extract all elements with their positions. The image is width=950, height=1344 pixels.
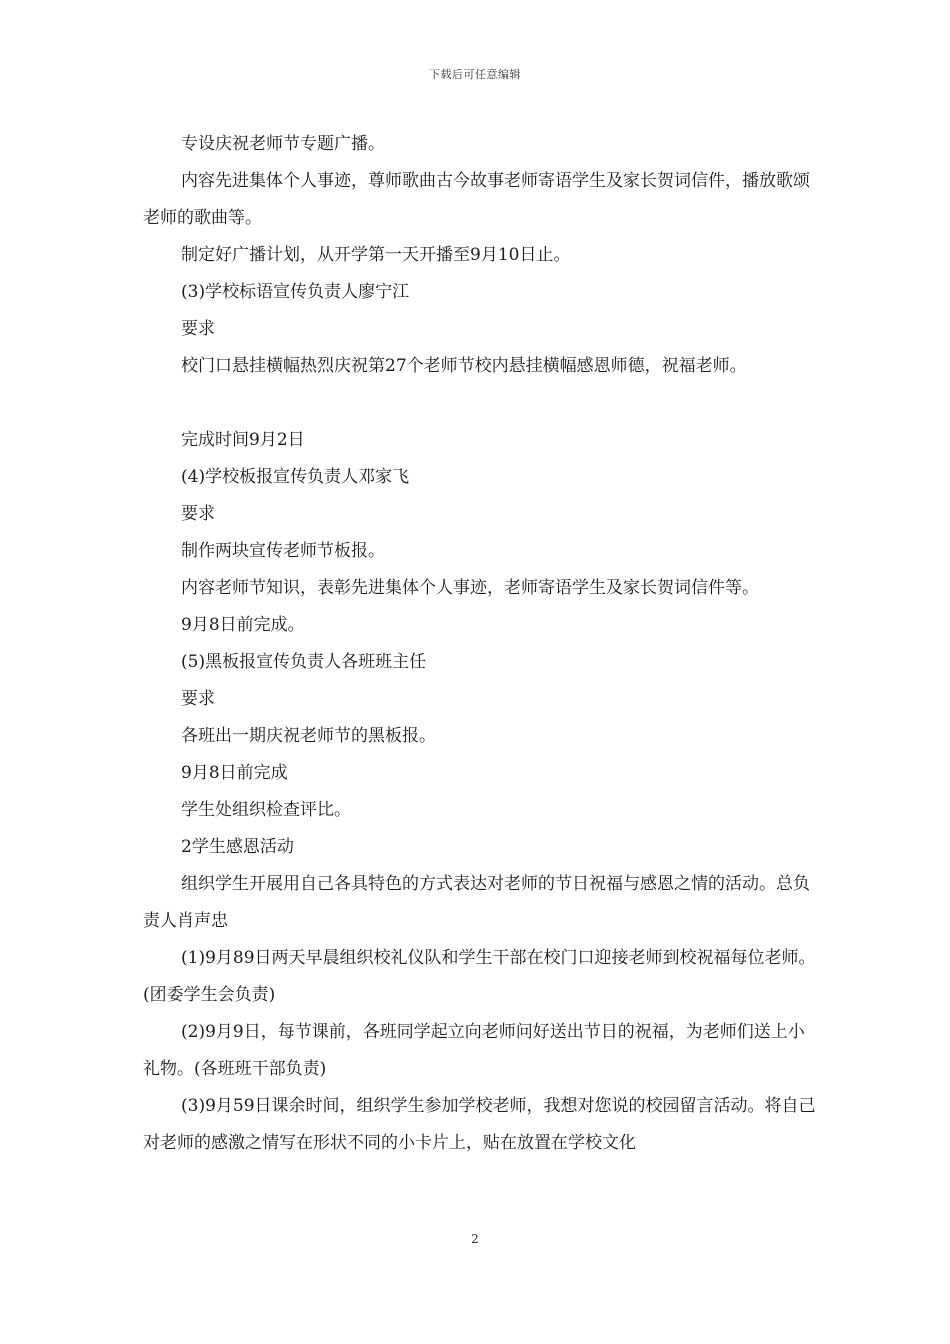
page-number: 2 <box>471 1232 479 1246</box>
paragraph: 各班出一期庆祝老师节的黑板报。 <box>181 726 436 746</box>
paragraph: 制作两块宣传老师节板报。 <box>181 541 385 561</box>
blank-line <box>143 385 818 422</box>
paragraph: 要求 <box>181 319 215 339</box>
paragraph: (2)9月9日，每节课前，各班同学起立向老师问好送出节日的祝福，为老师们送上小礼物。(各班班干部负责) <box>143 1022 805 1079</box>
paragraph: 9月8日前完成。 <box>181 615 305 635</box>
paragraph: 制定好广播计划，从开学第一天开播至9月10日止。 <box>181 245 571 265</box>
paragraph: (3)学校标语宣传负责人廖宁江 <box>181 282 410 302</box>
paragraph: 组织学生开展用自己各具特色的方式表达对老师的节日祝福与感恩之情的活动。总负责人肖声忠 <box>143 874 810 931</box>
paragraph: 校门口悬挂横幅热烈庆祝第27个老师节校内悬挂横幅感恩师德，祝福老师。 <box>181 356 747 376</box>
document-body <box>143 126 818 1162</box>
paragraph: (4)学校板报宣传负责人邓家飞 <box>181 467 410 487</box>
paragraph: 2学生感恩活动 <box>181 837 294 857</box>
paragraph: 内容先进集体个人事迹，尊师歌曲古今故事老师寄语学生及家长贺词信件，播放歌颂老师的歌曲等。 <box>143 171 810 228</box>
paragraph: (5)黑板报宣传负责人各班班主任 <box>181 652 427 672</box>
paragraph: (1)9月89日两天早晨组织校礼仪队和学生干部在校门口迎接老师到校祝福每位老师。(团委学生会负责) <box>143 948 816 1005</box>
paragraph: 9月8日前完成 <box>181 763 288 783</box>
paragraph: 学生处组织检查评比。 <box>181 800 351 820</box>
paragraph: 要求 <box>181 689 215 709</box>
paragraph: 要求 <box>181 504 215 524</box>
paragraph: 内容老师节知识，表彰先进集体个人事迹，老师寄语学生及家长贺词信件等。 <box>181 578 759 598</box>
paragraph: 专设庆祝老师节专题广播。 <box>181 134 385 154</box>
page-header: 下载后可任意编辑 <box>429 68 521 81</box>
paragraph: 完成时间9月2日 <box>181 430 305 450</box>
paragraph: (3)9月59日课余时间，组织学生参加学校老师，我想对您说的校园留言活动。将自己对老师的感激之情写在形状不同的小卡片上，贴在放置在学校文化 <box>143 1096 816 1153</box>
